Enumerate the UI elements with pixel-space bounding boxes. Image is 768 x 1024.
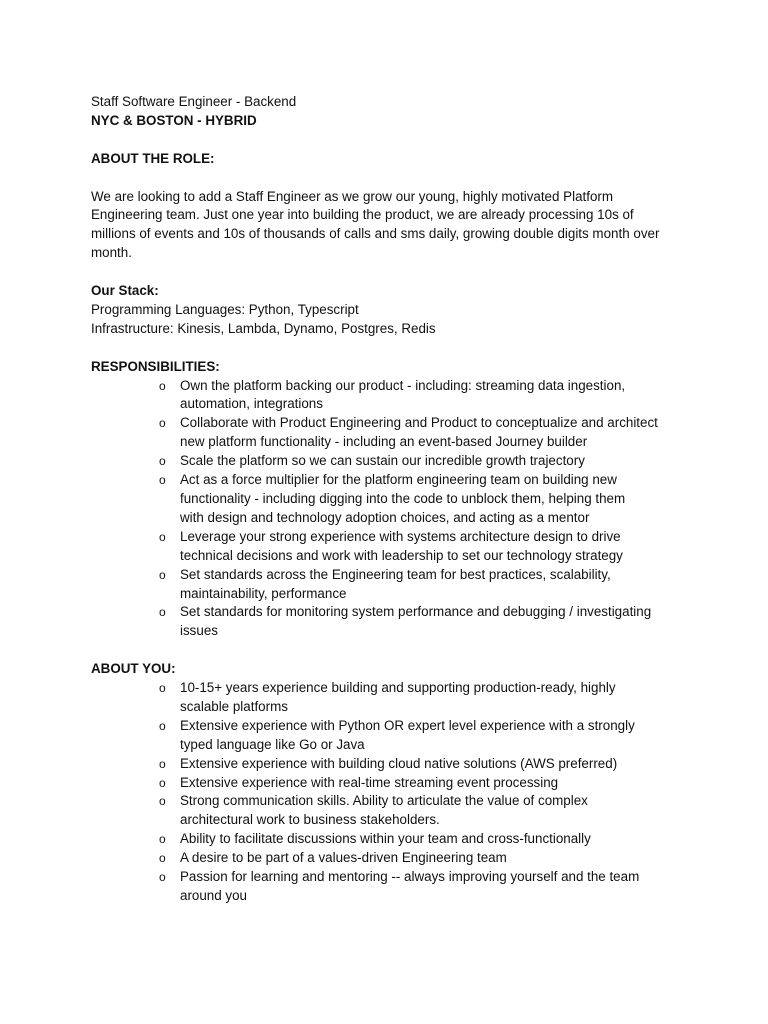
- list-item: [91, 471, 690, 528]
- list-item-text: Set standards for monitoring system performance and debugging / investigating: [180, 604, 652, 620]
- bullet-marker-icon: o: [159, 681, 166, 696]
- list-item-text: Set standards across the Engineering team for best practices, scalability,: [180, 566, 611, 582]
- list-item-text: 10-15+ years experience building and supporting production-ready, highly: [180, 680, 616, 696]
- list-item-text: Passion for learning and mentoring -- always improving yourself and the team: [180, 869, 640, 885]
- list-item: [91, 717, 690, 755]
- bullet-marker-icon: o: [159, 454, 166, 469]
- spacer: [91, 263, 691, 282]
- list-item-text: Leverage your strong experience with systems architecture design to drive: [180, 528, 621, 544]
- list-item-text: with design and technology adoption choices, and acting as a mentor: [180, 509, 590, 525]
- list-item: [91, 679, 690, 717]
- job-description-document: [91, 93, 691, 906]
- list-item-text: automation, integrations: [180, 396, 323, 412]
- about-role-paragraph: [91, 188, 691, 264]
- responsibilities-list: [91, 377, 691, 642]
- bullet-marker-icon: o: [159, 567, 166, 582]
- bullet-marker-icon: o: [159, 832, 166, 847]
- spacer: [91, 339, 691, 358]
- bullet-marker-icon: o: [159, 794, 166, 809]
- list-item-text: technical decisions and work with leadership to set our technology strategy: [180, 547, 623, 563]
- about-you-list: [91, 679, 691, 906]
- bullet-marker-icon: o: [159, 473, 166, 488]
- list-item: [91, 566, 690, 604]
- list-item-text: issues: [180, 623, 218, 639]
- paragraph-line: We are looking to add a Staff Engineer as we grow our young, highly motivated Platform: [91, 188, 614, 204]
- paragraph-line: Engineering team. Just one year into building the product, we are already processing 10s of: [91, 207, 634, 223]
- list-item: [91, 830, 690, 849]
- about-role-heading: ABOUT THE ROLE:: [91, 150, 215, 166]
- job-location: NYC & BOSTON - HYBRID: [91, 112, 257, 128]
- bullet-marker-icon: o: [159, 378, 166, 393]
- job-title: Staff Software Engineer - Backend: [91, 94, 297, 109]
- list-item: [91, 868, 690, 906]
- bullet-marker-icon: o: [159, 756, 166, 771]
- list-item-text: new platform functionality - including an event-based Journey builder: [180, 434, 588, 450]
- spacer: [91, 131, 691, 150]
- list-item: [91, 774, 690, 793]
- bullet-marker-icon: o: [159, 416, 166, 431]
- stack-languages: Programming Languages: Python, Typescript: [91, 301, 359, 317]
- about-you-heading: ABOUT YOU:: [91, 661, 176, 677]
- bullet-marker-icon: o: [159, 870, 166, 885]
- list-item-text: Ability to facilitate discussions within your team and cross-functionally: [180, 831, 591, 847]
- list-item-text: around you: [180, 887, 248, 903]
- list-item-text: Own the platform backing our product - including: streaming data ingestion,: [180, 377, 626, 393]
- bullet-marker-icon: o: [159, 605, 166, 620]
- bullet-marker-icon: o: [159, 775, 166, 790]
- list-item-text: maintainability, performance: [180, 585, 347, 601]
- list-item: [91, 849, 690, 868]
- list-item-text: Act as a force multiplier for the platform engineering team on building new: [180, 472, 617, 488]
- list-item-text: Extensive experience with Python OR expert level experience with a strongly: [180, 717, 635, 733]
- list-item-text: Scale the platform so we can sustain our incredible growth trajectory: [180, 453, 585, 469]
- list-item: [91, 755, 690, 774]
- paragraph-line: month.: [91, 245, 132, 261]
- stack-infrastructure: Infrastructure: Kinesis, Lambda, Dynamo, Postgres, Redis: [91, 320, 436, 336]
- list-item-text: Extensive experience with building cloud native solutions (AWS preferred): [180, 755, 618, 771]
- spacer: [91, 641, 691, 660]
- list-item-text: functionality - including digging into the code to unblock them, helping them: [180, 490, 626, 506]
- list-item: [91, 377, 690, 415]
- spacer: [91, 169, 691, 188]
- paragraph-line: millions of events and 10s of thousands of calls and sms daily, growing double digits month over: [91, 226, 660, 242]
- list-item-text: scalable platforms: [180, 698, 288, 714]
- list-item: [91, 603, 690, 641]
- list-item-text: typed language like Go or Java: [180, 736, 365, 752]
- list-item-text: Collaborate with Product Engineering and Product to conceptualize and architect: [180, 415, 658, 431]
- list-item-text: Extensive experience with real-time streaming event processing: [180, 774, 559, 790]
- responsibilities-heading: RESPONSIBILITIES:: [91, 358, 220, 374]
- list-item: [91, 414, 690, 452]
- list-item-text: A desire to be part of a values-driven Engineering team: [180, 850, 507, 866]
- list-item: [91, 528, 690, 566]
- bullet-marker-icon: o: [159, 529, 166, 544]
- list-item-text: Strong communication skills. Ability to articulate the value of complex: [180, 793, 588, 809]
- list-item: [91, 792, 690, 830]
- bullet-marker-icon: o: [159, 851, 166, 866]
- bullet-marker-icon: o: [159, 718, 166, 733]
- list-item: [91, 452, 690, 471]
- stack-heading: Our Stack:: [91, 283, 159, 299]
- list-item-text: architectural work to business stakeholders.: [180, 812, 440, 828]
